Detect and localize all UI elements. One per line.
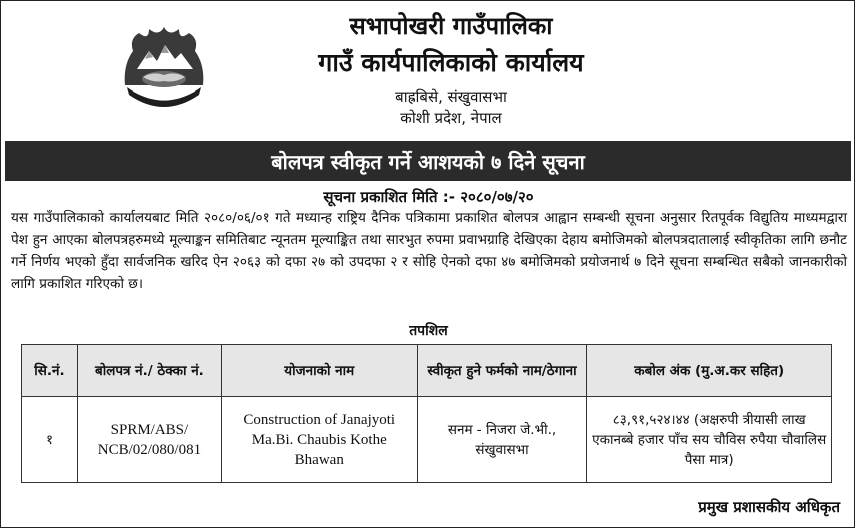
government-emblem-icon [119, 25, 209, 111]
office-name: गाउँ कार्यपालिकाको कार्यालय [318, 48, 584, 77]
details-heading: तपशिल [409, 323, 448, 339]
municipality-name: सभापोखरी गाउँपालिका [349, 12, 553, 40]
cell-project-name: Construction of Janajyoti Ma.Bi. Chaubis Kothe Bhawan [221, 397, 417, 483]
col-serial: सि.नं. [22, 345, 78, 397]
office-province: कोशी प्रदेश, नेपाल [400, 109, 502, 127]
cell-serial: १ [22, 397, 78, 483]
notice-paragraph: यस गाउँपालिकाको कार्यालयबाट मिति २०८०/०६/०१ गते मध्यान्ह राष्ट्रिय दैनिक पत्रिकामा प्रकाशित बोलपत्र आह्वान सम्बन्धी सूचना अनुसार रितपूर्वक विद्युतिय माध्यमद्वारा पेश हुन आएका बोलपत्रहरुमध्ये मूल्याङ्कन समितिबाट न्यूनतम मूल्याङ्कित तथा सारभुत रुपमा प्रवाभग्राहि देखिएका देहाय बमोजिमको बोलपत्रदातालाई स्वीकृतिका लागि छनौट गर्ने निर्णय भएको हुँदा सार्वजनिक खरिद ऐन २०६३ को दफा २७ को उपदफा २ र सोहि ऐनको दफा ४७ बमोजिमको प्रयोजनार्थ ७ दिने सूचना सम्बन्धित सबैको जानकारीको लागि प्रकाशित गरिएको छ। [11, 210, 847, 292]
cell-amount: ८३,९१,५२४।४४ (अक्षरुपी त्रीयासी लाख एकानब्बे हजार पाँच सय चौविस रुपैया चौवालिस पैसा मात्र) [587, 397, 832, 483]
office-location: बाह्रबिसे, संखुवासभा [395, 88, 507, 106]
notice-banner [5, 141, 851, 181]
table-row [22, 397, 832, 483]
table-header-row [22, 345, 832, 397]
col-project-name: योजनाको नाम [221, 345, 417, 397]
notice-title: बोलपत्र स्वीकृत गर्ने आशयको ७ दिने सूचना [271, 149, 585, 174]
col-firm: स्वीकृत हुने फर्मको नाम/ठेगाना [417, 345, 587, 397]
col-amount: कबोल अंक (मु.अ.कर सहित) [587, 345, 832, 397]
signatory-title: प्रमुख प्रशासकीय अधिकृत [698, 498, 840, 516]
col-bid-number: बोलपत्र नं./ ठेक्का नं. [77, 345, 221, 397]
tender-table [21, 344, 832, 483]
cell-firm: सनम - निजरा जे.भी., संखुवासभा [417, 397, 587, 483]
cell-bid-number: SPRM/ABS/ NCB/02/080/081 [77, 397, 221, 483]
published-date: सूचना प्रकाशित मिति :- २०८०/०७/२० [323, 188, 534, 206]
